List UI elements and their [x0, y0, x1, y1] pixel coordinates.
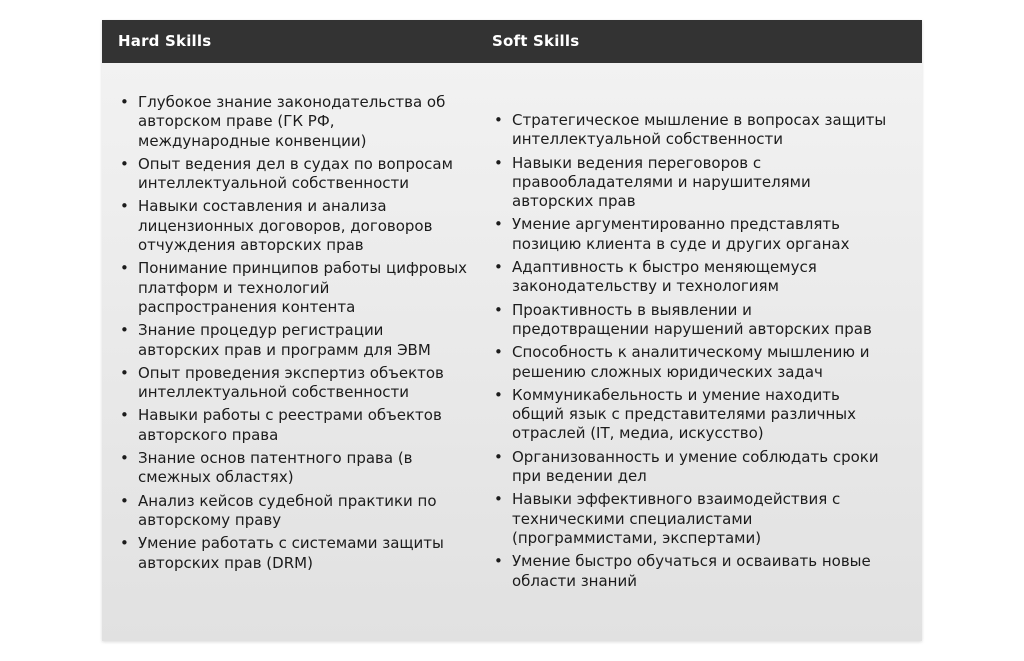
- bullet-icon: •: [494, 447, 503, 466]
- list-item: [118, 449, 468, 488]
- list-item: [118, 492, 468, 531]
- soft-skills-list: [492, 111, 892, 595]
- bullet-icon: •: [120, 406, 129, 425]
- list-item: [492, 215, 892, 254]
- bullet-icon: •: [494, 490, 503, 509]
- soft-skill-text: Способность к аналитическому мышлению и решению сложных юридических задач: [512, 343, 870, 381]
- bullet-icon: •: [120, 491, 129, 510]
- list-item: [118, 406, 468, 445]
- list-item: [492, 490, 892, 548]
- soft-skill-text: Навыки эффективного взаимодействия с техническими специалистами (программистами, экспертами): [512, 490, 841, 547]
- bullet-icon: •: [120, 93, 129, 111]
- soft-skill-text: Умение быстро обучаться и осваивать новые области знаний: [512, 552, 871, 590]
- hard-skill-text: Навыки составления и анализа лицензионных договоров, договоров отчуждения авторских прав: [138, 197, 433, 255]
- hard-skills-heading: Hard Skills: [118, 32, 212, 50]
- hard-skills-list: [118, 93, 468, 577]
- bullet-icon: •: [494, 111, 503, 129]
- bullet-icon: •: [494, 153, 503, 172]
- bullet-icon: •: [494, 385, 503, 404]
- hard-skill-text: Понимание принципов работы цифровых платформ и технологий распространения контента: [138, 259, 468, 316]
- list-item: [492, 386, 892, 444]
- soft-skill-text: Адаптивность к быстро меняющемуся законодательству и технологиям: [512, 258, 817, 296]
- soft-skill-text: Умение аргументированно представлять позицию клиента в суде и других органах: [512, 215, 850, 253]
- table-header: [102, 20, 922, 63]
- list-item: [118, 534, 468, 573]
- bullet-icon: •: [120, 321, 129, 340]
- bullet-icon: •: [494, 552, 503, 571]
- list-item: [118, 155, 468, 194]
- hard-skill-text: Анализ кейсов судебной практики по авторскому праву: [138, 491, 437, 529]
- bullet-icon: •: [494, 343, 503, 362]
- hard-skill-text: Знание процедур регистрации авторских прав и программ для ЭВМ: [138, 321, 431, 359]
- hard-skill-text: Опыт проведения экспертиз объектов интеллектуальной собственности: [138, 363, 444, 402]
- bullet-icon: •: [120, 534, 129, 553]
- hard-skill-text: Навыки работы с реестрами объектов авторского права: [138, 406, 442, 444]
- soft-skills-heading: Soft Skills: [492, 32, 580, 50]
- hard-skill-text: Опыт ведения дел в судах по вопросам интеллектуальной собственности: [138, 154, 453, 193]
- hard-skill-text: Глубокое знание законодательства об авторском праве (ГК РФ, международные конвенции): [138, 93, 446, 150]
- list-item: [492, 552, 892, 591]
- bullet-icon: •: [120, 154, 129, 173]
- list-item: [118, 197, 468, 255]
- list-item: [492, 154, 892, 212]
- list-item: [492, 301, 892, 340]
- list-item: [492, 258, 892, 297]
- skills-table: [102, 20, 922, 641]
- soft-skill-text: Коммуникабельность и умение находить общий язык с представителями различных отраслей (IT, медиа, искусство): [512, 385, 857, 443]
- hard-skill-text: Умение работать с системами защиты авторских прав (DRM): [138, 534, 444, 572]
- bullet-icon: •: [120, 197, 129, 216]
- bullet-icon: •: [494, 300, 503, 319]
- soft-skill-text: Навыки ведения переговоров с правообладателями и нарушителями авторских прав: [512, 153, 811, 211]
- list-item: [118, 321, 468, 360]
- soft-skill-text: Проактивность в выявлении и предотвращении нарушений авторских прав: [512, 300, 872, 338]
- list-item: [492, 111, 892, 150]
- list-item: [492, 343, 892, 382]
- bullet-icon: •: [120, 259, 129, 278]
- bullet-icon: •: [494, 215, 503, 234]
- bullet-icon: •: [120, 449, 129, 468]
- list-item: [118, 259, 468, 317]
- bullet-icon: •: [120, 363, 129, 382]
- bullet-icon: •: [494, 258, 503, 277]
- soft-skill-text: Организованность и умение соблюдать сроки при ведении дел: [512, 447, 879, 486]
- list-item: [118, 93, 468, 151]
- list-item: [492, 448, 892, 487]
- hard-skill-text: Знание основ патентного права (в смежных областях): [138, 449, 413, 487]
- list-item: [118, 364, 468, 403]
- soft-skill-text: Стратегическое мышление в вопросах защиты интеллектуальной собственности: [512, 111, 887, 149]
